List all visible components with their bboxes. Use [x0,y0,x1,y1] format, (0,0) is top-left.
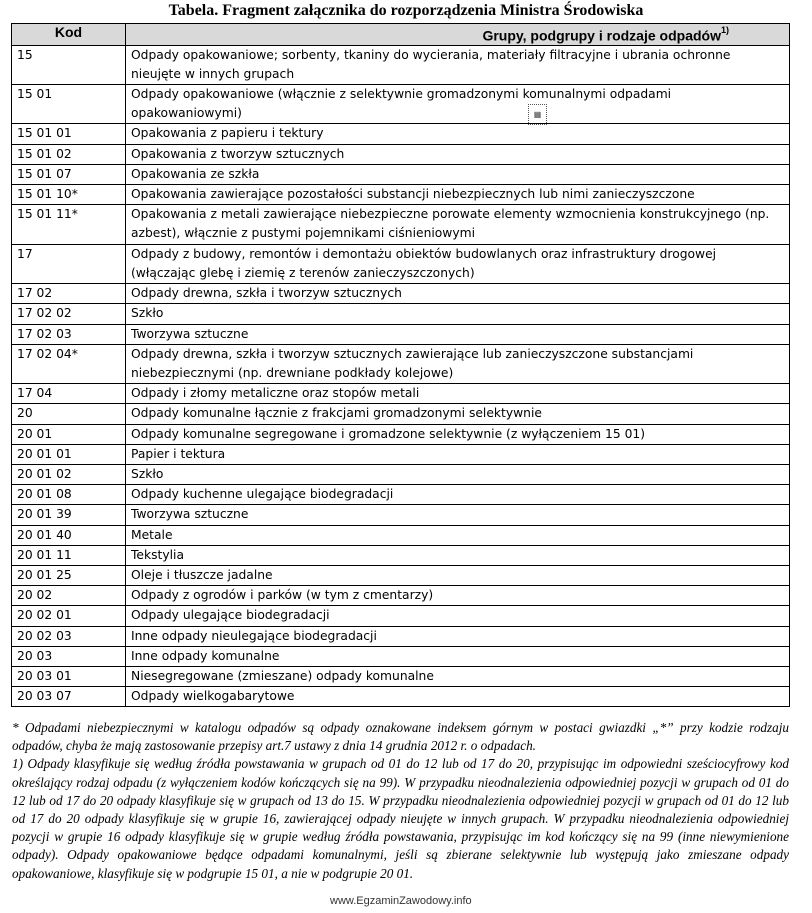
table-row [12,687,790,707]
row-description: Odpady komunalne segregowane i gromadzone selektywnie (z wyłączeniem 15 01) [126,424,790,444]
row-description: Odpady z budowy, remontów i demontażu obiektów budowlanych oraz infrastruktury drogowej (włączając glebę i ziemię z terenów zanieczyszczonych) [126,244,790,283]
table-row [12,626,790,646]
table-header-row [12,24,790,46]
page-title: Tabela. Fragment załącznika do rozporządzenia Ministra Środowiska [168,2,644,19]
row-code: 20 03 01 [12,666,126,686]
row-code: 20 02 03 [12,626,126,646]
row-code: 20 02 01 [12,606,126,626]
row-code: 20 03 07 [12,687,126,707]
table-row [12,304,790,324]
table-row [12,284,790,304]
table-row [12,545,790,565]
header-groups: Grupy, podgrupy i rodzaje odpadów$^{1)}$ [126,24,790,46]
row-description: Odpady opakowaniowe; sorbenty, tkaniny do wycierania, materiały filtracyjne i ubrania ochronne nieujęte w innych grupach [126,45,790,84]
row-code: 17 02 02 [12,304,126,324]
table-row [12,124,790,144]
row-description: Odpady wielkogabarytowe [126,687,790,707]
row-description: Tekstylia [126,545,790,565]
header-code: Kod [12,24,126,46]
row-description: Opakowania ze szkła [126,164,790,184]
table-row [12,324,790,344]
row-code: 20 01 40 [12,525,126,545]
row-code: 15 01 10* [12,185,126,205]
table-row [12,344,790,383]
table-row [12,384,790,404]
row-code: 15 01 02 [12,144,126,164]
row-description: Szkło [126,304,790,324]
row-description: Niesegregowane (zmieszane) odpady komunalne [126,666,790,686]
table-row [12,666,790,686]
row-code: 15 01 07 [12,164,126,184]
row-code: 17 04 [12,384,126,404]
row-description: Odpady z ogrodów i parków (w tym z cmentarzy) [126,586,790,606]
table-row [12,444,790,464]
row-code: 17 02 [12,284,126,304]
footnote-marker: 1) [720,25,729,35]
table-row [12,525,790,545]
row-code: 15 01 [12,85,126,124]
row-description: Odpady drewna, szkła i tworzyw sztucznych [126,284,790,304]
table-row [12,586,790,606]
watermark: www.EgzaminZawodowy.info [330,895,472,907]
row-description: Odpady kuchenne ulegające biodegradacji [126,485,790,505]
footnotes [12,719,789,883]
row-description: Opakowania z papieru i tektury [126,124,790,144]
row-code: 15 01 11* [12,205,126,244]
row-code: 20 01 11 [12,545,126,565]
row-description: Inne odpady nieulegające biodegradacji [126,626,790,646]
table-row [12,464,790,484]
row-description: Odpady drewna, szkła i tworzyw sztucznych zawierające lub zanieczyszczone substancjami niebezpiecznymi (np. drewniane podkłady kolejowe) [126,344,790,383]
footnote-1: 1) Odpady klasyfikuje się według źródła powstawania w grupach od 01 do 12 lub od 17 do 20, przypisując im odpowiedni sześciocyfrowy kod określający rodzaj odpadu (z wyłączeniem kodów kończących się na 99). W przypadku nieodnalezienia odpowiedniej pozycji w grupach od 01 do 12 lub od 17 do 20 odpady klasyfikuje się w grupach od 13 do 15. W przypadku nieodnalezienia odpowiedniej pozycji w grupach od 01 do 12 lub od 17 do 20 odpady klasyfikuje się w grupie 16, zawierającej odpady nieujęte w innych grupach. W przypadku nieodnalezienia odpowiedniej pozycji w grupie 16 odpady klasyfikuje się w grupie według źródła powstawania, przypisując im kod kończący się na 99 (inne niewymienione odpady). Odpady opakowaniowe będące odpadami komunalnymi, jeśli są zbierane selektywnie lub występują jako zmieszane odpady opakowaniowe, klasyfikuje się w podgrupie 15 01, a nie w podgrupie 20 01. [12,756,789,881]
row-code: 20 01 39 [12,505,126,525]
row-description: Tworzywa sztuczne [126,324,790,344]
row-code: 17 02 04* [12,344,126,383]
row-description: Odpady ulegające biodegradacji [126,606,790,626]
row-code: 20 [12,404,126,424]
row-description: Inne odpady komunalne [126,646,790,666]
row-description: Opakowania z metali zawierające niebezpieczne porowate elementy wzmocnienia konstrukcyjnego (np. azbest), włącznie z pustymi pojemnikami ciśnieniowymi [126,205,790,244]
table-row [12,565,790,585]
row-code: 15 01 01 [12,124,126,144]
row-code: 15 [12,45,126,84]
image-placeholder-icon: ▦ [528,104,547,125]
table-row [12,185,790,205]
table-row [12,244,790,283]
table-row [12,606,790,626]
row-description: Opakowania z tworzyw sztucznych [126,144,790,164]
table-row [12,164,790,184]
table-row [12,646,790,666]
table-row [12,45,790,84]
table-row [12,404,790,424]
row-code: 20 03 [12,646,126,666]
row-description: Odpady opakowaniowe (włącznie z selektywnie gromadzonymi komunalnymi odpadami opakowaniowymi) [126,85,790,124]
table-row [12,144,790,164]
row-description: Metale [126,525,790,545]
footnote-asterisk: * Odpadami niebezpiecznymi w katalogu odpadów są odpady oznakowane indeksem górnym w postaci gwiazdki „*” przy kodzie rodzaju odpadów, chyba że mają zastosowanie przepisy art.7 ustawy z dnia 14 grudnia 2012 r. o odpadach. [12,720,789,754]
row-description: Tworzywa sztuczne [126,505,790,525]
table-row [12,505,790,525]
table-row [12,205,790,244]
table-row [12,424,790,444]
row-code: 17 02 03 [12,324,126,344]
row-description: Oleje i tłuszcze jadalne [126,565,790,585]
table-row [12,485,790,505]
row-description: Szkło [126,464,790,484]
row-code: 20 01 [12,424,126,444]
row-code: 20 01 01 [12,444,126,464]
row-description: Odpady komunalne łącznie z frakcjami gromadzonymi selektywnie [126,404,790,424]
row-code: 20 01 25 [12,565,126,585]
table-row [12,85,790,124]
row-description: Odpady i złomy metaliczne oraz stopów metali [126,384,790,404]
row-code: 17 [12,244,126,283]
row-description: Opakowania zawierające pozostałości substancji niebezpiecznych lub nimi zanieczyszczone [126,185,790,205]
row-code: 20 01 08 [12,485,126,505]
row-description: Papier i tektura [126,444,790,464]
waste-codes-table [11,23,790,707]
row-code: 20 01 02 [12,464,126,484]
row-code: 20 02 [12,586,126,606]
